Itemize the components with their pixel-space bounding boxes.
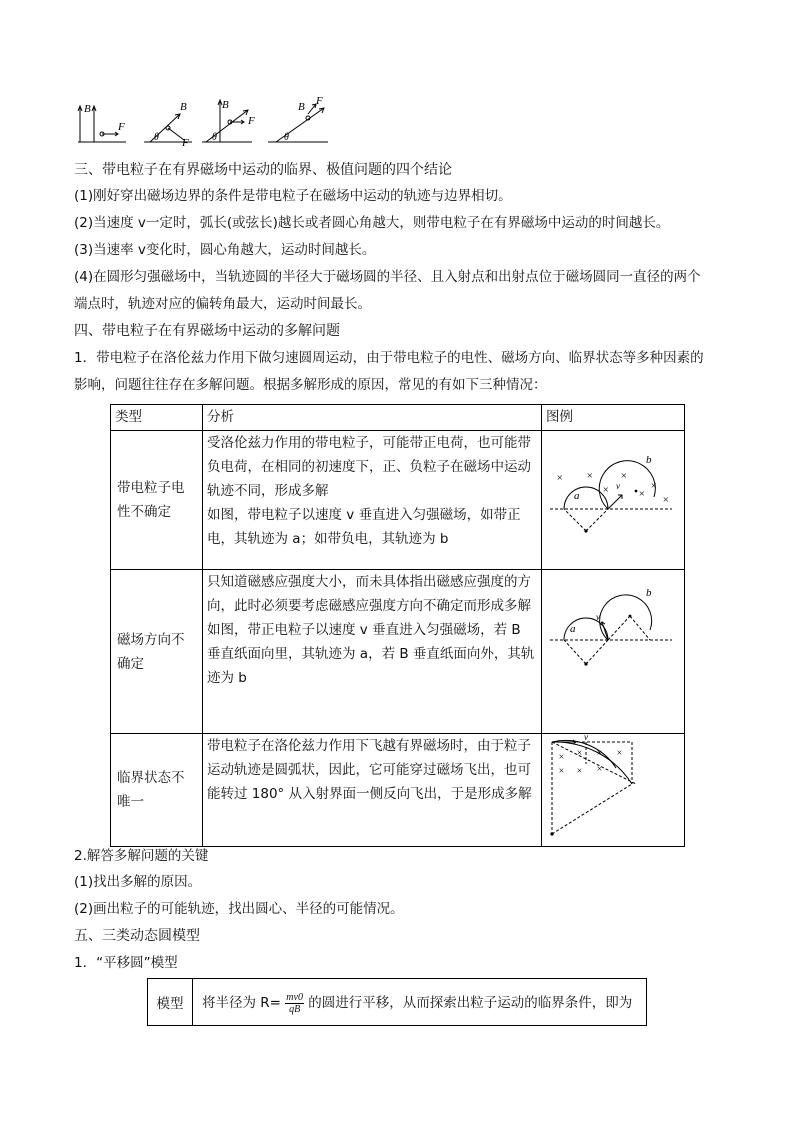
row-analysis: 只知道磁感应强度大小，而未具体指出磁感应强度的方向，此时必须要考虑磁感应强度方向不确定而形成多解 如图，带正电粒子以速度 v 垂直进入匀强磁场，若 B 垂直纸面向里，其轨迹为 a，若 B 垂直纸面向外，其轨迹为 b <box>203 570 542 734</box>
svg-text:b: b <box>646 454 652 466</box>
svg-text:b: b <box>646 587 652 599</box>
svg-text:×: × <box>616 748 623 759</box>
section3-item-4: (4)在圆形匀强磁场中，当轨迹圆的半径大于磁场圆的半径、且入射点和出射点位于磁场圆同一直径的两个 <box>74 269 701 285</box>
svg-text:F: F <box>316 96 323 107</box>
section3-title: 三、带电粒子在有界磁场中运动的临界、极值问题的四个结论 <box>74 162 452 178</box>
svg-text:×: × <box>558 752 565 763</box>
section5-sub1: 1．“平移圆”模型 <box>74 955 178 971</box>
section3-item-2: (2)当速度 v一定时，弧长(或弦长)越长或者圆心角越大，则带电粒子在有界磁场中运动的时间越长。 <box>74 215 670 231</box>
table-row <box>111 734 685 847</box>
svg-text:×: × <box>596 748 603 759</box>
row-analysis: 受洛伦兹力作用的带电粒子，可能带正电荷，也可能带负电荷，在相同的初速度下，正、负粒子在磁场中运动轨迹不同，形成多解 如图，带电粒子以速度 v 垂直进入匀强磁场，如带正电，其轨迹为 a；如带负电，其轨迹为 b <box>203 431 542 570</box>
svg-text:a: a <box>570 623 576 635</box>
svg-text:×: × <box>576 748 583 759</box>
svg-text:×: × <box>576 766 583 777</box>
section4-p1-line1: 1．带电粒子在洛伦兹力作用下做匀速圆周运动，由于带电粒子的电性、磁场方向、临界状态等多种因素的 <box>74 350 704 366</box>
svg-text:×: × <box>556 472 564 484</box>
figure-critical-state <box>546 734 676 838</box>
svg-text:F: F <box>248 115 255 127</box>
svg-text:F: F <box>182 137 189 148</box>
table-row <box>111 570 685 734</box>
model-text: 将半径为 R= $\frac{mv0}{qB}$ 的圆进行平移，从而探索出粒子运动的临界条件，即为 <box>202 991 633 1015</box>
section3-item-3: (3)当速率 v变化时，圆心角越大，运动时间越长。 <box>74 242 376 258</box>
svg-text:a: a <box>574 490 580 502</box>
section4-p1-line2: 影响，问题往往存在多解问题。根据多解形成的原因，常见的有如下三种情况： <box>74 377 547 393</box>
svg-text:×: × <box>596 764 603 775</box>
section3-item-4-cont: 端点时，轨迹对应的偏转角最大，运动时间最长。 <box>74 296 371 312</box>
table-row <box>111 431 685 570</box>
row-type: 临界状态不唯一 <box>111 734 203 847</box>
model-label: 模型 <box>148 979 193 1025</box>
svg-text:v: v <box>616 481 620 491</box>
svg-text:v: v <box>584 734 588 742</box>
model-table <box>147 978 647 1026</box>
row-type: 带电粒子电性不确定 <box>111 431 203 570</box>
figure-field-direction-uncertain <box>546 570 676 690</box>
svg-text:θ: θ <box>284 132 289 143</box>
section5-title: 五、三类动态圆模型 <box>74 928 200 944</box>
radius-formula: $\frac{mv0}{qB}$ <box>286 991 303 1015</box>
svg-text:B: B <box>180 101 187 113</box>
svg-text:v: v <box>596 612 600 622</box>
svg-text:B: B <box>222 99 229 111</box>
section4-p2-item-1: (1)找出多解的原因。 <box>74 874 202 890</box>
row-figure <box>542 570 685 734</box>
svg-text:×: × <box>662 494 670 506</box>
row-type: 磁场方向不确定 <box>111 570 203 734</box>
figure-charge-uncertain <box>546 431 676 541</box>
label-b: B <box>84 103 91 115</box>
section4-title: 四、带电粒子在有界磁场中运动的多解问题 <box>74 323 340 339</box>
row-analysis: 带电粒子在洛伦兹力作用下飞越有界磁场时，由于粒子运动轨迹是圆弧状，因此，它可能穿过磁场飞出，也可能转过 180° 从入射界面一侧反向飞出，于是形成多解 <box>203 734 542 847</box>
table-header-type: 类型 <box>111 405 203 431</box>
svg-text:×: × <box>620 470 628 482</box>
section4-p2-item-2: (2)画出粒子的可能轨迹，找出圆心、半径的可能情况。 <box>74 901 404 917</box>
svg-text:B: B <box>298 101 305 113</box>
svg-text:×: × <box>638 488 646 500</box>
row-figure <box>542 431 685 570</box>
svg-text:×: × <box>650 480 658 492</box>
svg-text:θ: θ <box>154 132 159 143</box>
svg-text:θ: θ <box>212 132 217 143</box>
table-header-example: 图例 <box>542 405 685 431</box>
section3-item-1: (1)刚好穿出磁场边界的条件是带电粒子在磁场中运动的轨迹与边界相切。 <box>74 188 512 204</box>
svg-text:F: F <box>118 121 125 133</box>
svg-text:×: × <box>586 470 594 482</box>
svg-text:×: × <box>602 484 610 496</box>
svg-text:×: × <box>558 766 565 777</box>
field-diagrams <box>72 96 352 148</box>
row-figure <box>542 734 685 847</box>
multi-solution-table <box>110 404 685 847</box>
table-header-analysis: 分析 <box>203 405 542 431</box>
section4-p2-title: 2.解答多解问题的关键 <box>74 848 209 864</box>
